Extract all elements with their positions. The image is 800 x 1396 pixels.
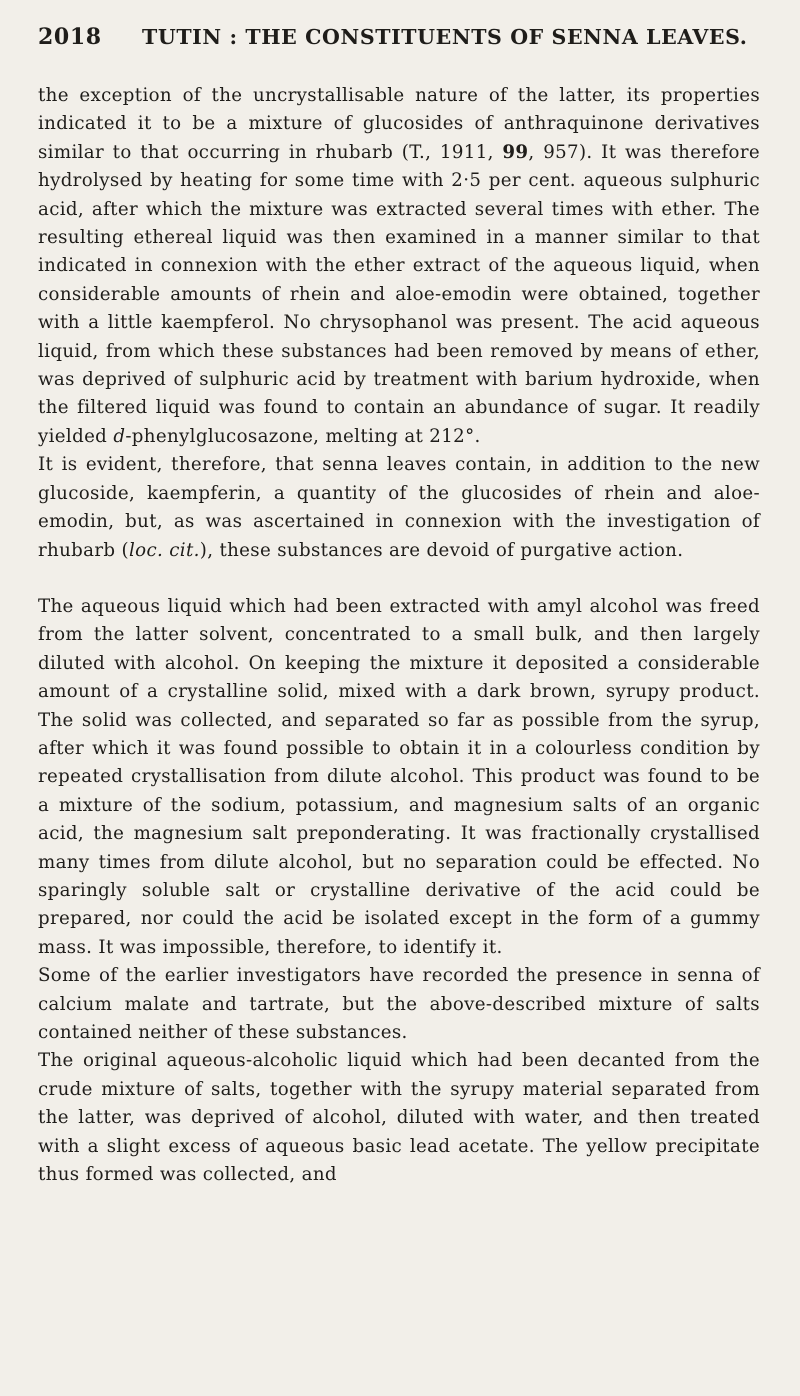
running-header <box>38 24 760 60</box>
p1-text-a: the exception of the uncrystallisable nature of the latter, its properties indicated it to be a mixture of glucosides of anthraquinone derivatives similar to that occurring in rhubarb (T., 1911, <box>38 85 760 163</box>
page-number: 2018 <box>38 24 102 50</box>
p1-d-prefix: d <box>113 425 126 447</box>
body-text <box>38 82 760 1189</box>
p1-text-c: , 957). It was therefore hydrolysed by heating for some time with 2·5 per cent. aqueous sulphuric acid, after which the mixture was extracted several times with ether. The resulting ethereal liquid was then examined in a manner similar to that indicated in connexion with the ether extract of the aqueous liquid, when considerable amounts of rhein and aloe-emodin were obtained, together with a little kaempferol. No chrysophanol was present. The acid aqueous liquid, from which these substances had been removed by means of ether, was deprived of sulphuric acid by treatment with barium hydroxide, when the filtered liquid was found to contain an abundance of sugar. It readily yielded <box>38 141 760 447</box>
paragraph-3: The aqueous liquid which had been extracted with amyl alcohol was freed from the latter solvent, concentrated to a small bulk, and then largely diluted with alcohol. On keeping the mixture it deposited a considerable amount of a crystalline solid, mixed with a dark brown, syrupy product. The solid was collected, and separated so far as possible from the syrup, after which it was found possible to obtain it in a colourless condition by repeated crystallisation from dilute alcohol. This product was found to be a mixture of the sodium, potassium, and magnesium salts of an organic acid, the magnesium salt preponderating. It was fractionally crystallised many times from dilute alcohol, but no separation could be effected. No sparingly soluble salt or crystalline derivative of the acid could be prepared, nor could the acid be isolated except in the form of a gummy mass. It was impossible, therefore, to identify it. <box>38 595 760 958</box>
section-gap <box>38 565 760 593</box>
p1-text-e: -phenylglucosazone, melting at 212°. <box>125 425 481 447</box>
p2-text-c: ), these substances are devoid of purgative action. <box>199 539 684 561</box>
paragraph-1 <box>38 82 760 451</box>
p2-loc-cit: loc. cit. <box>128 539 200 561</box>
running-title: TUTIN : THE CONSTITUENTS OF SENNA LEAVES. <box>142 25 748 49</box>
paragraph-5: The original aqueous-alcoholic liquid which had been decanted from the crude mixture of salts, together with the syrupy material separated from the latter, was deprived of alcohol, diluted with water, and then treated with a slight excess of aqueous basic lead acetate. The yellow precipitate thus formed was collected, and <box>38 1050 760 1186</box>
p1-volume: 99 <box>502 141 529 163</box>
p2-text-a: It is evident, therefore, that senna leaves contain, in addition to the new glucoside, kaempferin, a quantity of the glucosides of rhein and aloe-emodin, but, as was ascertained in connexion with the investigation of rhubarb ( <box>38 454 760 561</box>
page <box>38 24 760 1189</box>
paragraph-2 <box>38 451 760 565</box>
paragraph-4: Some of the earlier investigators have recorded the presence in senna of calcium malate and tartrate, but the above-described mixture of salts contained neither of these substances. <box>38 965 760 1043</box>
